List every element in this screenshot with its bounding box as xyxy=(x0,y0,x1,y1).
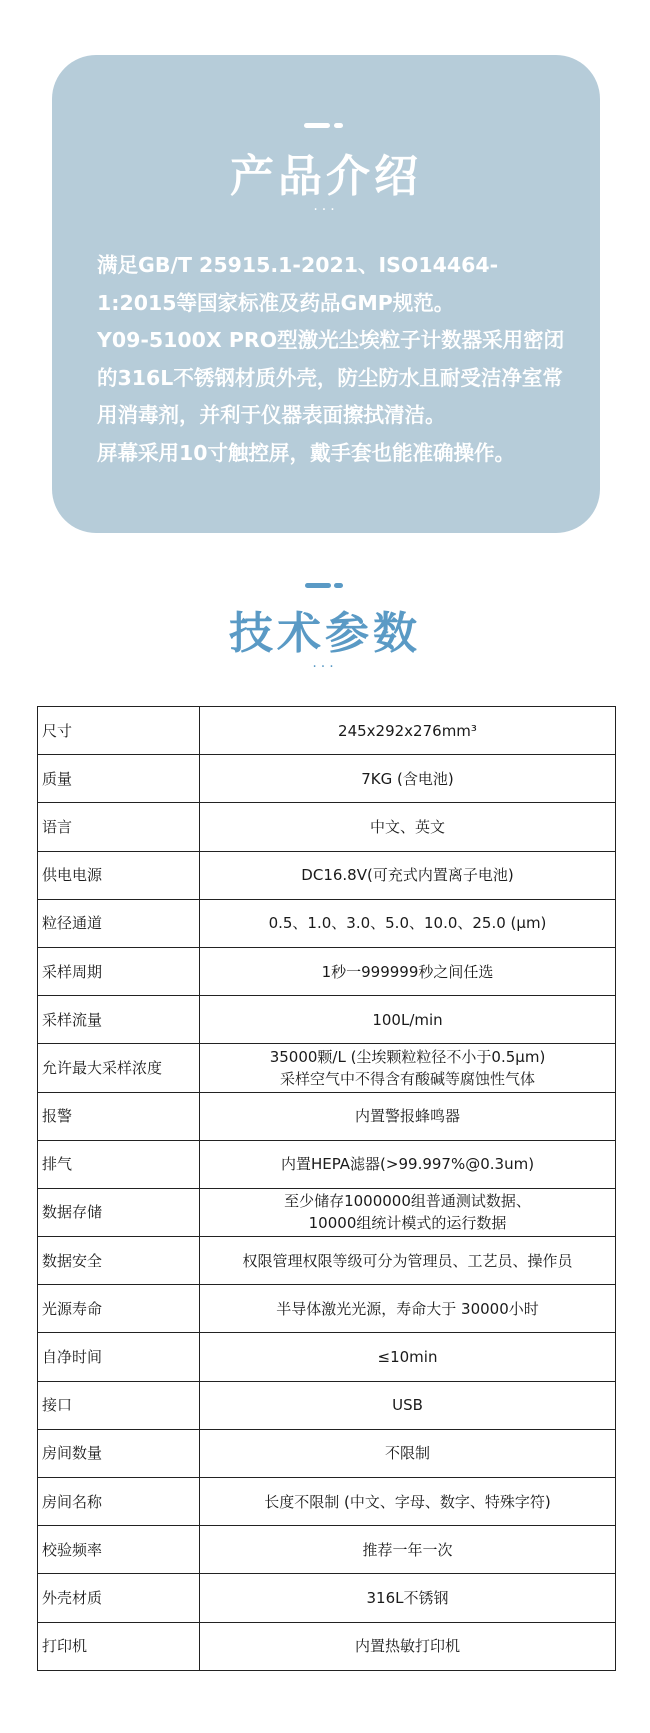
intro-paragraph: Y09-5100X PRO型激光尘埃粒子计数器采用密闭的316L不锈钢材质外壳，防尘防水且耐受洁净室常用消毒剂，并利于仪器表面擦拭清洁。 xyxy=(97,328,565,427)
spec-label: 打印机 xyxy=(38,1622,200,1670)
spec-label: 尺寸 xyxy=(38,707,200,755)
spec-value xyxy=(200,1092,616,1140)
spec-value-line: DC16.8V(可充式内置离子电池) xyxy=(301,866,514,885)
intro-title: 产品介绍 xyxy=(230,151,422,202)
spec-value xyxy=(200,996,616,1044)
spec-row xyxy=(38,803,616,851)
intro-paragraph: 屏幕采用10寸触控屏，戴手套也能准确操作。 xyxy=(97,440,516,465)
spec-table-body xyxy=(38,707,616,1671)
spec-label: 房间名称 xyxy=(38,1478,200,1526)
spec-value-line: 10000组统计模式的运行数据 xyxy=(308,1214,507,1233)
spec-value-line: 长度不限制 (中文、字母、数字、特殊字符) xyxy=(264,1492,551,1511)
spec-value-line: ≤10min xyxy=(377,1348,438,1367)
spec-value xyxy=(200,851,616,899)
title-decoration xyxy=(0,583,650,589)
spec-row xyxy=(38,1237,616,1285)
spec-label: 外壳材质 xyxy=(38,1574,200,1622)
spec-label: 校验频率 xyxy=(38,1526,200,1574)
intro-card xyxy=(52,55,600,533)
spec-label: 允许最大采样浓度 xyxy=(38,1044,200,1092)
spec-value-line: 半导体激光光源，寿命大于 30000小时 xyxy=(276,1299,539,1318)
spec-value xyxy=(200,1285,616,1333)
spec-row xyxy=(38,1092,616,1140)
spec-value xyxy=(200,1237,616,1285)
spec-value-line: 100L/min xyxy=(372,1010,443,1029)
spec-label: 数据安全 xyxy=(38,1237,200,1285)
intro-description xyxy=(97,247,577,472)
spec-title: 技术参数 xyxy=(229,608,421,659)
spec-label: 供电电源 xyxy=(38,851,200,899)
decoration-bar xyxy=(305,583,331,588)
spec-value-line: 内置热敏打印机 xyxy=(354,1637,460,1656)
spec-value-line: 316L不锈钢 xyxy=(366,1588,449,1607)
decoration-dot-bar xyxy=(334,583,343,588)
spec-row xyxy=(38,1526,616,1574)
spec-value xyxy=(200,899,616,947)
spec-value xyxy=(200,1381,616,1429)
spec-label: 采样流量 xyxy=(38,996,200,1044)
title-dots: ··· xyxy=(312,659,338,675)
spec-table xyxy=(37,706,616,1671)
decoration-dot-bar xyxy=(334,123,343,128)
spec-label: 自净时间 xyxy=(38,1333,200,1381)
spec-label: 光源寿命 xyxy=(38,1285,200,1333)
spec-label: 语言 xyxy=(38,803,200,851)
spec-row xyxy=(38,947,616,995)
spec-row xyxy=(38,1622,616,1670)
spec-row xyxy=(38,1044,616,1092)
spec-value-line: 245x292x276mm³ xyxy=(338,721,477,740)
spec-value xyxy=(200,1574,616,1622)
spec-value xyxy=(200,1429,616,1477)
title-dots: ··· xyxy=(313,202,339,218)
spec-row xyxy=(38,851,616,899)
spec-row xyxy=(38,1574,616,1622)
spec-label: 房间数量 xyxy=(38,1429,200,1477)
spec-value-line: 至少储存1000000组普通测试数据、 xyxy=(284,1192,531,1211)
title-decoration xyxy=(52,123,600,129)
spec-value-line: 中文、英文 xyxy=(369,817,445,836)
spec-label: 报警 xyxy=(38,1092,200,1140)
spec-value xyxy=(200,1333,616,1381)
spec-row xyxy=(38,996,616,1044)
spec-value-line: 采样空气中不得含有酸碱等腐蚀性气体 xyxy=(279,1069,535,1088)
spec-value-line: 内置警报蜂鸣器 xyxy=(354,1107,460,1126)
spec-value xyxy=(200,755,616,803)
decoration-bar xyxy=(304,123,330,128)
spec-row xyxy=(38,1478,616,1526)
spec-value xyxy=(200,1478,616,1526)
spec-value-line: 推荐一年一次 xyxy=(362,1540,453,1559)
spec-row xyxy=(38,899,616,947)
spec-row xyxy=(38,1140,616,1188)
spec-label: 数据存储 xyxy=(38,1188,200,1236)
spec-value xyxy=(200,1526,616,1574)
spec-row xyxy=(38,707,616,755)
spec-value-line: 权限管理权限等级可分为管理员、工艺员、操作员 xyxy=(242,1251,573,1270)
spec-value xyxy=(200,803,616,851)
spec-row xyxy=(38,1285,616,1333)
spec-row xyxy=(38,1429,616,1477)
spec-value-line: 1秒一999999秒之间任选 xyxy=(321,962,494,981)
spec-label: 接口 xyxy=(38,1381,200,1429)
spec-label: 采样周期 xyxy=(38,947,200,995)
spec-row xyxy=(38,1381,616,1429)
spec-value xyxy=(200,707,616,755)
spec-value xyxy=(200,947,616,995)
spec-label: 粒径通道 xyxy=(38,899,200,947)
spec-row xyxy=(38,755,616,803)
spec-value-line: 内置HEPA滤器(>99.997%@0.3um) xyxy=(280,1155,535,1174)
spec-row xyxy=(38,1188,616,1236)
spec-value xyxy=(200,1188,616,1236)
spec-label: 质量 xyxy=(38,755,200,803)
spec-value xyxy=(200,1140,616,1188)
spec-value-line: 0.5、1.0、3.0、5.0、10.0、25.0 (μm) xyxy=(268,914,547,933)
spec-value-line: 7KG (含电池) xyxy=(361,769,454,788)
spec-value-line: USB xyxy=(392,1396,423,1415)
intro-paragraph: 满足GB/T 25915.1-2021、ISO14464-1:2015等国家标准及药品GMP规范。 xyxy=(97,253,499,315)
spec-value xyxy=(200,1044,616,1092)
spec-label: 排气 xyxy=(38,1140,200,1188)
spec-row xyxy=(38,1333,616,1381)
spec-value-line: 35000颗/L (尘埃颗粒粒径不小于0.5μm) xyxy=(269,1047,546,1066)
spec-value xyxy=(200,1622,616,1670)
spec-value-line: 不限制 xyxy=(384,1444,430,1463)
